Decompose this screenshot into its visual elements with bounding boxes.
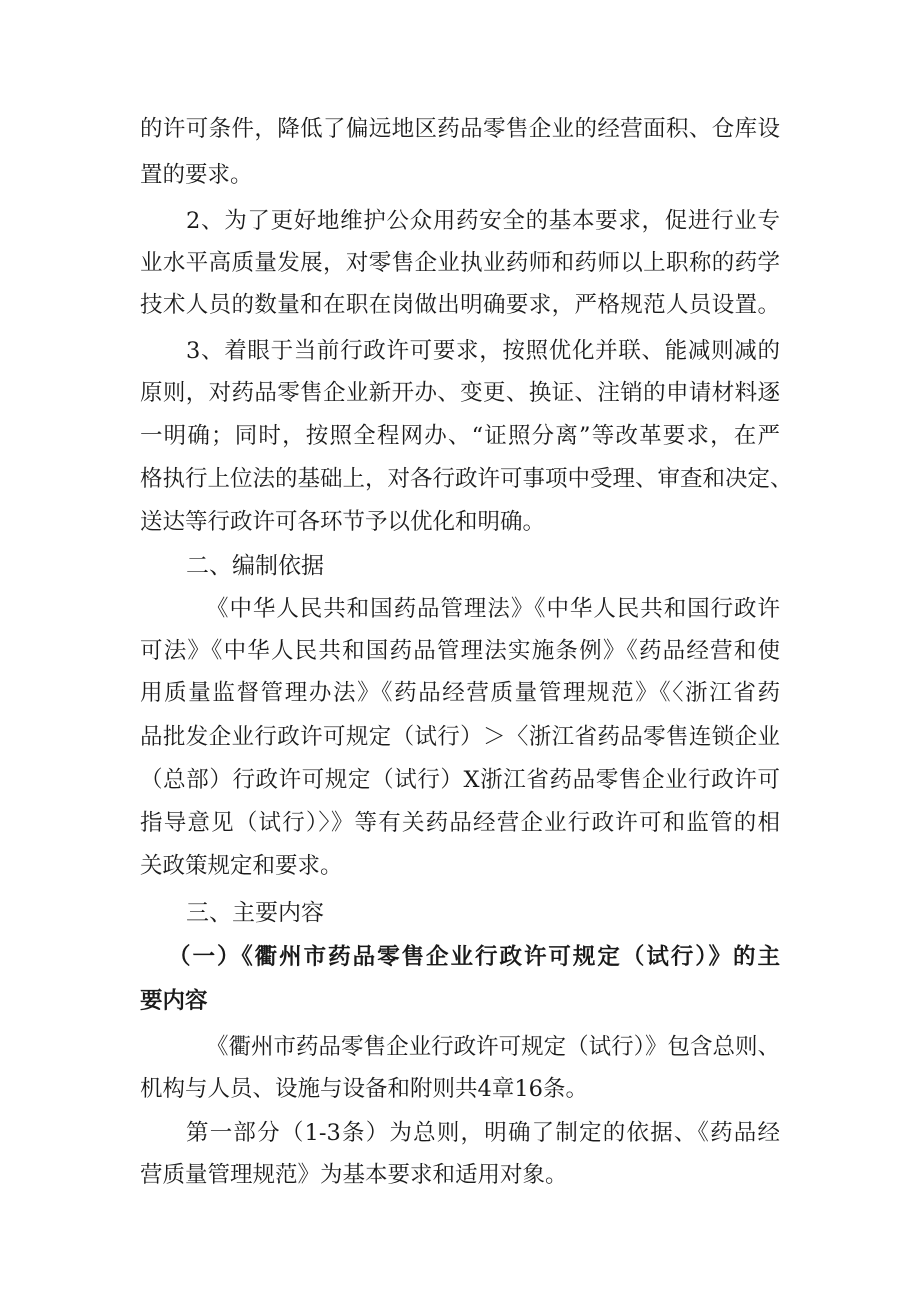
section-heading: 三、主要内容 [186,900,324,926]
text-line: 《衢州市药品零售企业行政许可规定（试行）》包含总则、 [206,1034,780,1060]
text-line: 3、着眼于当前行政许可要求，按照优化并联、能减则减的 [186,338,780,364]
text-line: 可法》《中华人民共和国药品管理法实施条例》《药品经营和使 [140,638,780,664]
text-line: 置的要求。 [140,162,253,188]
text-line: 原则，对药品零售企业新开办、变更、换证、注销的申请材料逐 [140,380,780,406]
text-line: （总部）行政许可规定（试行）X浙江省药品零售企业行政许可 [140,767,780,793]
text-line: 用质量监督管理办法》《药品经营质量管理规范》《〈浙江省药 [140,680,780,706]
text-line: 《中华人民共和国药品管理法》《中华人民共和国行政许 [206,596,780,622]
text-line: 品批发企业行政许可规定（试行）＞〈浙江省药品零售连锁企业 [140,724,780,750]
text-line: 的许可条件，降低了偏远地区药品零售企业的经营面积、仓库设 [140,116,780,142]
text-line: 一明确；同时，按照全程网办、“证照分离”等改革要求，在严 [140,423,780,449]
subsection-heading: （一）《衢州市药品零售企业行政许可规定（试行）》的主 [168,944,780,970]
text-line: 机构与人员、设施与设备和附则共4章16条。 [140,1076,588,1102]
section-heading: 二、编制依据 [186,553,324,579]
text-line: 技术人员的数量和在职在岗做出明确要求，严格规范人员设置。 [140,292,780,318]
text-line: 指导意见（试行）〉》等有关药品经营企业行政许可和监管的相 [140,810,780,836]
text-line: 格执行上位法的基础上，对各行政许可事项中受理、审查和决定、 [140,466,793,492]
text-line: 业水平高质量发展，对零售企业执业药师和药师以上职称的药学 [140,250,780,276]
text-line: 2、为了更好地维护公众用药安全的基本要求，促进行业专 [186,208,780,234]
subsection-heading: 要内容 [140,988,208,1014]
text-line: 第一部分（1-3条）为总则，明确了制定的依据、《药品经 [186,1120,780,1146]
text-line: 送达等行政许可各环节予以优化和明确。 [140,509,546,535]
text-line: 关政策规定和要求。 [140,853,343,879]
text-line: 营质量管理规范》为基本要求和适用对象。 [140,1162,568,1188]
